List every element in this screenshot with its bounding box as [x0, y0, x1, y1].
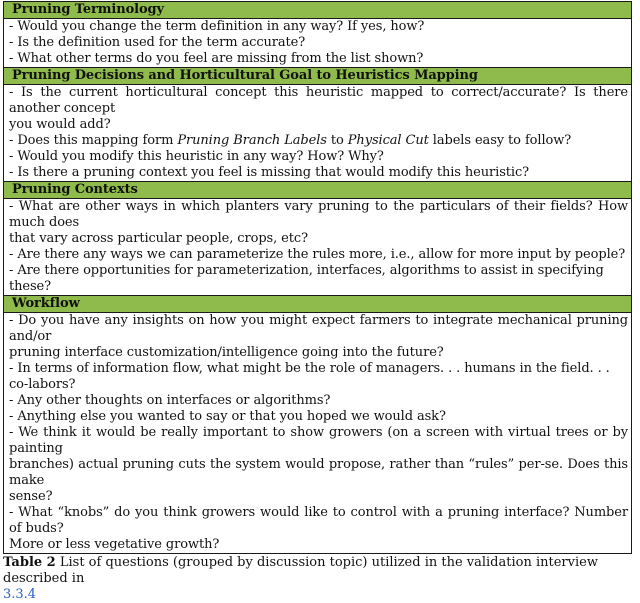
table-caption [3, 555, 633, 603]
question-line-mapping [4, 133, 632, 149]
caption-text: List of questions (grouped by discussion topic) utilized in the validation interview described in [3, 555, 598, 586]
question-line: that vary across particular people, crops, etc? [9, 231, 308, 246]
section-header-heuristics-mapping [4, 68, 632, 85]
mapping-term-physical-cut: Physical Cut [347, 133, 429, 148]
question-line: you would add? [9, 117, 111, 132]
table-figure [3, 0, 633, 603]
questions-table [3, 1, 632, 554]
section-title: Pruning Decisions and Horticultural Goal to Heuristics Mapping [4, 68, 632, 85]
caption-section-link[interactable]: 3.3.4 [3, 587, 37, 602]
question-line: - Would you modify this heuristic in any way? How? Why? [9, 149, 384, 164]
question-line: - Is the current horticultural concept this heuristic mapped to correct/accurate? Is there another concept [9, 85, 628, 116]
section-header-workflow [4, 296, 632, 313]
question-line: - What are other ways in which planters vary pruning to the particulars of their fields? How much does [9, 199, 628, 230]
mapping-suffix: labels easy to follow? [428, 133, 572, 148]
question-line: - In terms of information flow, what might be the role of managers. . . humans in the field. . . co-labors? [9, 361, 610, 392]
caption-label: Table 2 [3, 555, 56, 570]
section-header-contexts [4, 182, 632, 199]
section-title: Workflow [4, 296, 632, 313]
question-line: sense? [9, 489, 53, 504]
question-line: - We think it would be really important to show growers (on a screen with virtual trees or by painting [9, 425, 628, 456]
question-line: - Would you change the term definition in any way? If yes, how? [9, 19, 425, 34]
section-title: Pruning Terminology [4, 2, 632, 19]
question-line: pruning interface customization/intelligence going into the future? [9, 345, 444, 360]
question-line: - Anything else you wanted to say or that you hoped we would ask? [9, 409, 446, 424]
question-line: More or less vegetative growth? [9, 537, 220, 552]
question-line: - Is there a pruning context you feel is missing that would modify this heuristic? [9, 165, 530, 180]
question-line: - Are there opportunities for parameterization, interfaces, algorithms to assist in specifying these? [9, 263, 604, 294]
question-line: - Is the definition used for the term accurate? [9, 35, 306, 50]
question-line: - What other terms do you feel are missing from the list shown? [9, 51, 424, 66]
question-line: - What “knobs” do you think growers would like to control with a pruning interface? Number of buds? [9, 505, 628, 536]
mapping-mid: to [326, 133, 348, 148]
question-line: - Do you have any insights on how you might expect farmers to integrate mechanical pruning and/or [9, 313, 628, 344]
question-line: - Are there any ways we can parameterize the rules more, i.e., allow for more input by people? [9, 247, 626, 262]
section-title: Pruning Contexts [4, 182, 632, 199]
mapping-prefix: - Does this mapping form [9, 133, 178, 148]
mapping-term-branch-labels: Pruning Branch Labels [177, 133, 327, 148]
question-line: - Any other thoughts on interfaces or algorithms? [9, 393, 331, 408]
question-line: branches) actual pruning cuts the system would propose, rather than “rules” per-se. Does this make [9, 457, 628, 488]
section-header-terminology [4, 2, 632, 19]
